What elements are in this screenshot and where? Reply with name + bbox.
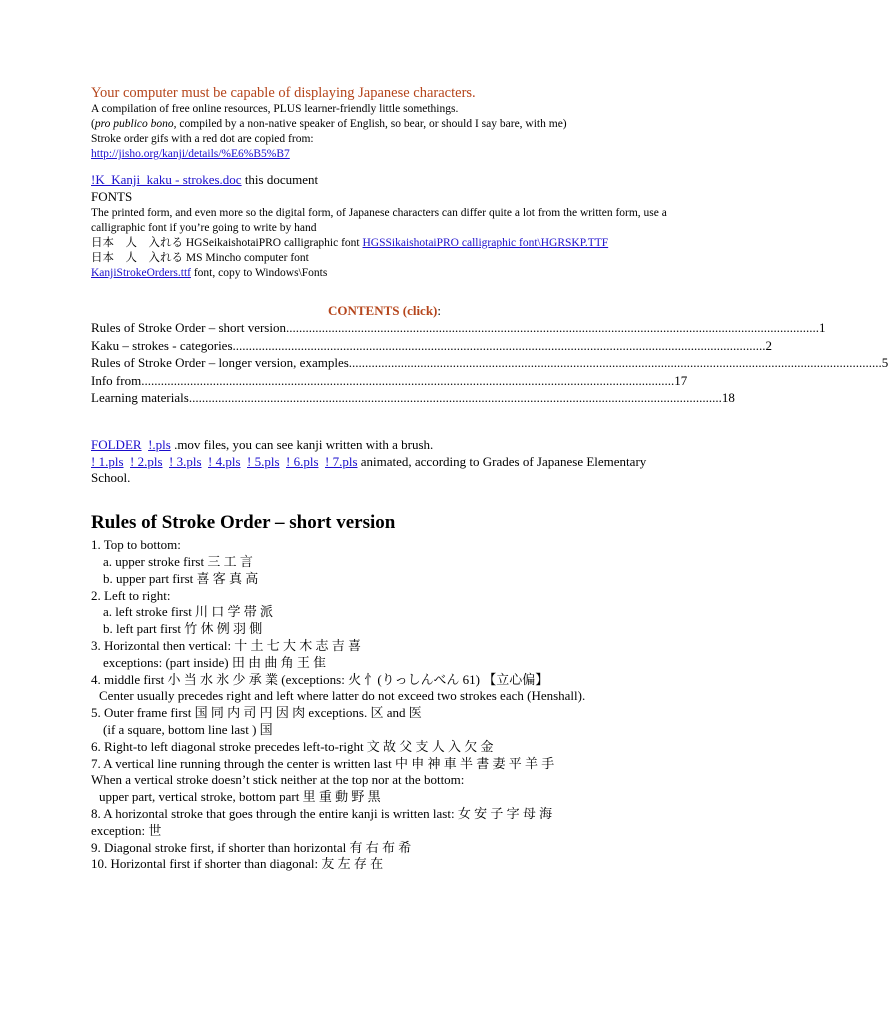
grade-1-link[interactable]: ! 1.pls bbox=[91, 453, 124, 469]
pls-link[interactable]: !.pls bbox=[148, 436, 171, 452]
fonts-heading: FONTS bbox=[91, 188, 133, 204]
rule-line: exceptions: (part inside) 田 由 曲 角 王 隹 bbox=[103, 654, 327, 670]
toc-list bbox=[91, 319, 888, 407]
intro-line-rest: , compiled by a non-native speaker of English, so bear, or should I say bare, with me) bbox=[173, 118, 567, 130]
contents-title bbox=[91, 303, 678, 320]
intro-line: Stroke order gifs with a red dot are copied from: bbox=[91, 133, 314, 145]
jisho-link[interactable]: http://jisho.org/kanji/details/%E6%B5%B7 bbox=[91, 148, 290, 160]
toc-entry-title: Rules of Stroke Order – short version bbox=[91, 320, 286, 336]
grade-6-link[interactable]: ! 6.pls bbox=[286, 453, 319, 469]
contents-title-text: CONTENTS (click) bbox=[327, 302, 438, 318]
toc-entry-page: 18 bbox=[721, 390, 735, 406]
grade-2-link[interactable]: ! 2.pls bbox=[130, 453, 163, 469]
folder-link[interactable]: FOLDER bbox=[91, 436, 142, 452]
rule-line: 4. middle first 小 当 水 氷 少 承 業 (exceptions: 火 忄(りっしんべん 61) 【立心偏】 bbox=[91, 671, 549, 687]
rule-line: b. upper part first 喜 客 真 高 bbox=[103, 570, 259, 586]
font-desc: MS Mincho computer font bbox=[183, 251, 309, 264]
rule-line: 3. Horizontal then vertical: 十 土 七 大 木 志 吉 喜 bbox=[91, 638, 362, 654]
toc-entry[interactable] bbox=[91, 337, 773, 355]
document-page bbox=[91, 84, 888, 873]
rule-line: exception: 世 bbox=[91, 822, 162, 838]
grade-4-link[interactable]: ! 4.pls bbox=[208, 453, 241, 469]
grade-3-link[interactable]: ! 3.pls bbox=[169, 453, 202, 469]
rule-line: 9. Diagonal stroke first, if shorter than horizontal 有 右 布 希 bbox=[91, 839, 412, 855]
toc-leader: .................................................................................................................................................................... bbox=[188, 390, 722, 406]
rule-line: upper part, vertical stroke, bottom part 里 重 動 野 黒 bbox=[99, 789, 381, 805]
toc-entry-page: 5 bbox=[881, 355, 888, 371]
contents-title-colon: : bbox=[437, 302, 442, 318]
font-sample-mincho: 日本 人 入れる bbox=[91, 251, 183, 264]
rule-line: 8. A horizontal stroke that goes through the entire kanji is written last: 女 安 子 字 母 海 bbox=[91, 806, 553, 822]
grade-5-link[interactable]: ! 5.pls bbox=[247, 453, 280, 469]
toc-entry-title: Info from bbox=[91, 372, 142, 388]
font-desc: HGSeikaishotaiPRO calligraphic font bbox=[183, 236, 363, 249]
grade-desc: animated, according to Grades of Japanese Elementary School. bbox=[91, 453, 647, 486]
toc-leader: .................................................................................................................................................................... bbox=[232, 337, 766, 353]
toc-entry[interactable] bbox=[91, 354, 888, 372]
pls-desc: .mov files, you can see kanji written with a brush. bbox=[170, 436, 434, 452]
rule-line: a. left stroke first 川 口 学 帯 派 bbox=[103, 604, 274, 620]
intro-line: A compilation of free online resources, PLUS learner-friendly little somethings. bbox=[91, 103, 459, 115]
stroke-orders-font-link[interactable]: KanjiStrokeOrders.ttf bbox=[91, 266, 191, 279]
rule-line: 7. A vertical line running through the center is written last 中 申 神 車 半 書 妻 平 羊 手 bbox=[91, 755, 555, 771]
rule-line: 6. Right-to left diagonal stroke precedes left-to-right 文 故 父 支 人 入 欠 金 bbox=[91, 738, 494, 754]
toc-entry[interactable] bbox=[91, 389, 735, 407]
toc-entry[interactable] bbox=[91, 319, 826, 337]
calligraphic-font-link[interactable]: HGSSikaishotaiPRO calligraphic font\HGRSKP.TTF bbox=[362, 236, 609, 249]
toc-entry-title: Learning materials bbox=[91, 390, 189, 406]
rule-line: 1. Top to bottom: bbox=[91, 537, 181, 553]
pro-publico-bono-text: pro publico bono bbox=[94, 118, 174, 130]
toc-leader: .................................................................................................................................................................... bbox=[348, 355, 882, 371]
doc-link[interactable]: !K_Kanji_kaku - strokes.doc bbox=[91, 172, 242, 187]
rules-list bbox=[91, 537, 691, 873]
rule-line: 10. Horizontal first if shorter than diagonal: 友 左 存 在 bbox=[91, 856, 384, 872]
font-sample-calligraphic: 日本 人 入れる bbox=[91, 236, 183, 249]
doc-suffix: this document bbox=[241, 172, 319, 187]
font-desc: font, copy to Windows\Fonts bbox=[190, 266, 328, 279]
rule-line: 2. Left to right: bbox=[91, 587, 171, 603]
rule-line: (if a square, bottom line last ) 国 bbox=[103, 722, 273, 738]
rule-line: 5. Outer frame first 国 同 内 司 円 因 肉 exceptions. 区 and 医 bbox=[91, 705, 422, 721]
toc-entry-page: 2 bbox=[765, 337, 773, 353]
rules-heading: Rules of Stroke Order – short version bbox=[91, 512, 396, 534]
toc-entry-page: 1 bbox=[818, 320, 826, 336]
toc-entry-title: Kaku – strokes - categories bbox=[91, 337, 233, 353]
grade-7-link[interactable]: ! 7.pls bbox=[325, 453, 358, 469]
grade-links-paragraph bbox=[91, 454, 651, 488]
rule-line: When a vertical stroke doesn’t stick neither at the top nor at the bottom: bbox=[91, 772, 465, 788]
intro-line: (pro publico bono, compiled by a non-native speaker of English, so bear, or should I say bare, with me) bbox=[91, 118, 567, 130]
toc-entry[interactable] bbox=[91, 372, 688, 390]
japanese-support-warning: Your computer must be capable of displaying Japanese characters. bbox=[91, 85, 476, 101]
toc-entry-title: Rules of Stroke Order – longer version, examples bbox=[91, 355, 349, 371]
rule-line: Center usually precedes right and left where latter do not exceed two strokes each (Henshall). bbox=[99, 688, 586, 704]
toc-leader: .................................................................................................................................................................... bbox=[285, 320, 819, 336]
fonts-description: The printed form, and even more so the digital form, of Japanese characters can differ quite a lot from the written form, use a calligraphic font if you’re going to write by hand bbox=[91, 206, 667, 234]
toc-leader: .................................................................................................................................................................... bbox=[141, 372, 675, 388]
rule-line: b. left part first 竹 休 例 羽 側 bbox=[103, 621, 263, 637]
rule-line: a. upper stroke first 三 工 言 bbox=[103, 554, 253, 570]
toc-entry-page: 17 bbox=[674, 372, 688, 388]
